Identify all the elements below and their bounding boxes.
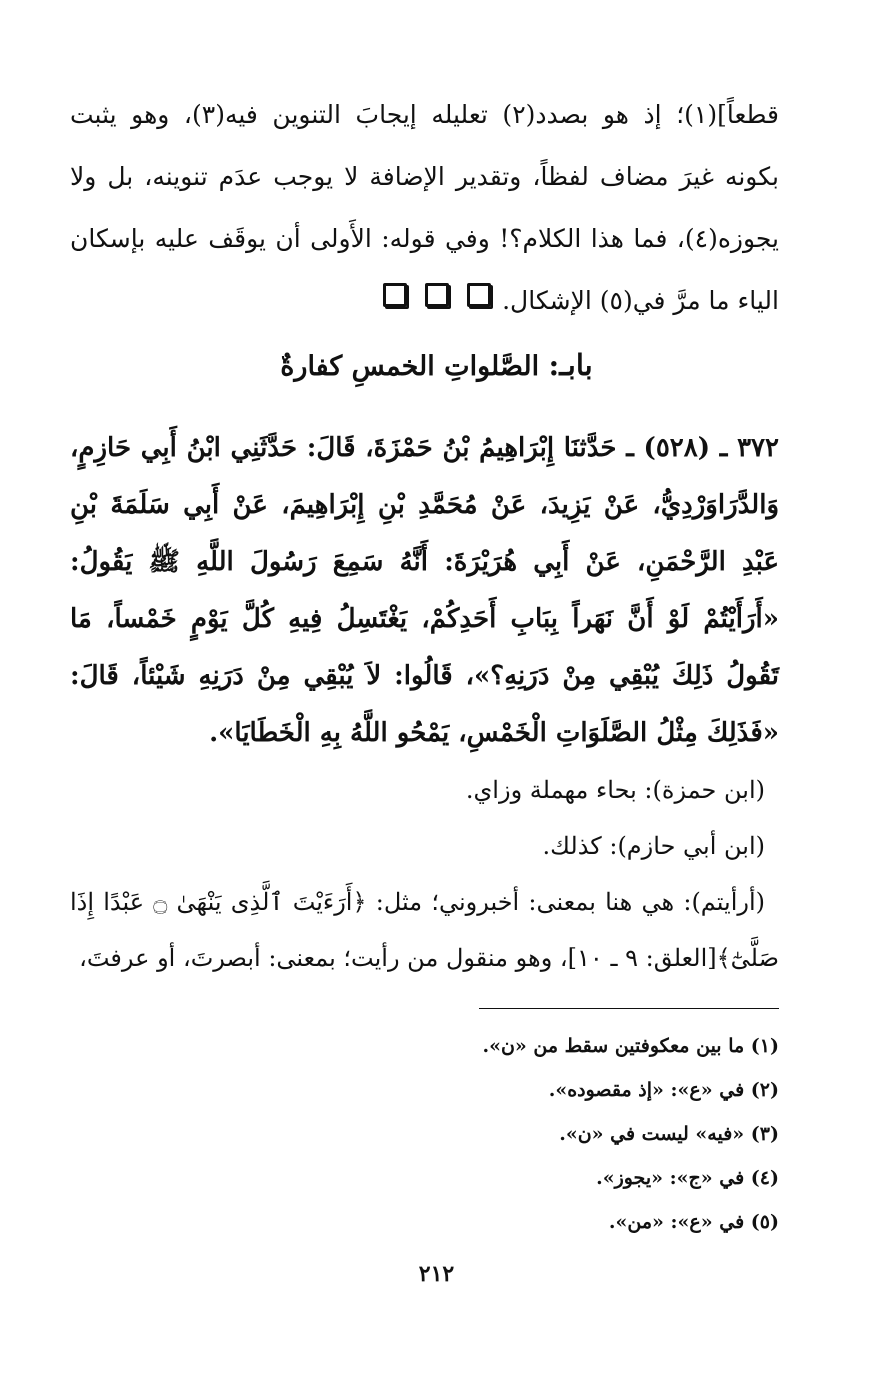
page-number: ٢١٢ [418,1261,455,1287]
commentary-line: (ابن حمزة): بحاء مهملة وزاي. [465,776,765,804]
commentary-line: صَلَّىٰٓ﴾[العلق: ٩ ـ ١٠]، وهو منقول من رأيت؛ بمعنى: أبصرتَ، أو عرفتَ، [79,944,779,972]
intro-paragraph: قطعاً](١)؛ إذ هو بصدد(٢) تعليله إيجابَ التنوين فيه(٣)، وهو يثبت بكونه غيرَ مضاف لفظاً، وتقدير الإضافة لا يوجب عدَم تنوينه، بل ولا يجوزه(٤)، فما هذا الكلام؟! وفي قوله: الأَولى أن يوقَف عليه بإسكان الياء ما مرَّ في(٥) الإشكال. [70,100,779,315]
footnote-divider [479,1008,779,1009]
footnote: (٣) «فيه» ليست في «ن». [559,1123,779,1145]
footnote: (١) ما بين معكوفتين سقط من «ن». [482,1035,779,1057]
commentary [70,762,779,986]
separator-square-icon [383,283,407,307]
footnote: (٢) في «ع»: «إذ مقصوده». [548,1079,779,1101]
section-separator [0,283,873,307]
footnote: (٤) في «ج»: «يجوز». [596,1167,779,1189]
footnote: (٥) في «ع»: «من». [608,1211,779,1233]
chapter-heading-title: الصَّلواتِ الخمسِ كفارةٌ [280,351,540,382]
separator-square-icon [425,283,449,307]
hadith-text: ٣٧٢ ـ (٥٢٨) ـ حَدَّثنَا إِبْرَاهِيمُ بْنُ حَمْزَةَ، قَالَ: حَدَّثَنِي ابْنُ أَبِي حَازِمٍ، وَالدَّرَاوَرْدِيُّ، عَنْ يَزِيدَ، عَنْ مُحَمَّدِ بْنِ إِبْرَاهِيمَ، عَنْ أَبِي سَلَمَةَ بْنِ عَبْدِ الرَّحْمَنِ، عَنْ أَبِي هُرَيْرَةَ: أَنَّهُ سَمِعَ رَسُولَ اللَّهِ ﷺ يَقُولُ: «أَرَأَيْتُمْ لَوْ أَنَّ نَهَراً بِبَابِ أَحَدِكُمْ، يَغْتَسِلُ فِيهِ كُلَّ يَوْمٍ خَمْساً، مَا تَقُولُ ذَلِكَ يُبْقِي مِنْ دَرَنِهِ؟»، قَالُوا: لاَ يُبْقِي مِنْ دَرَنِهِ شَيْئاً، قَالَ: «فَذَلِكَ مِثْلُ الصَّلَوَاتِ الْخَمْسِ، يَمْحُو اللَّهُ بِهِ الْخَطَايَا». [70,433,779,748]
chapter-heading-prefix: بابـ: [548,348,593,382]
commentary-line: (أرأيتم): هي هنا بمعنى: أخبروني؛ مثل: ﴿أَرَءَيْتَ ٱلَّذِى يَنْهَىٰ ۝ عَبْدًا إِذَا [70,888,765,916]
commentary-line: (ابن أبي حازم): كذلك. [542,832,765,860]
footnotes [70,1024,779,1244]
separator-square-icon [467,283,491,307]
chapter-heading [0,348,873,382]
